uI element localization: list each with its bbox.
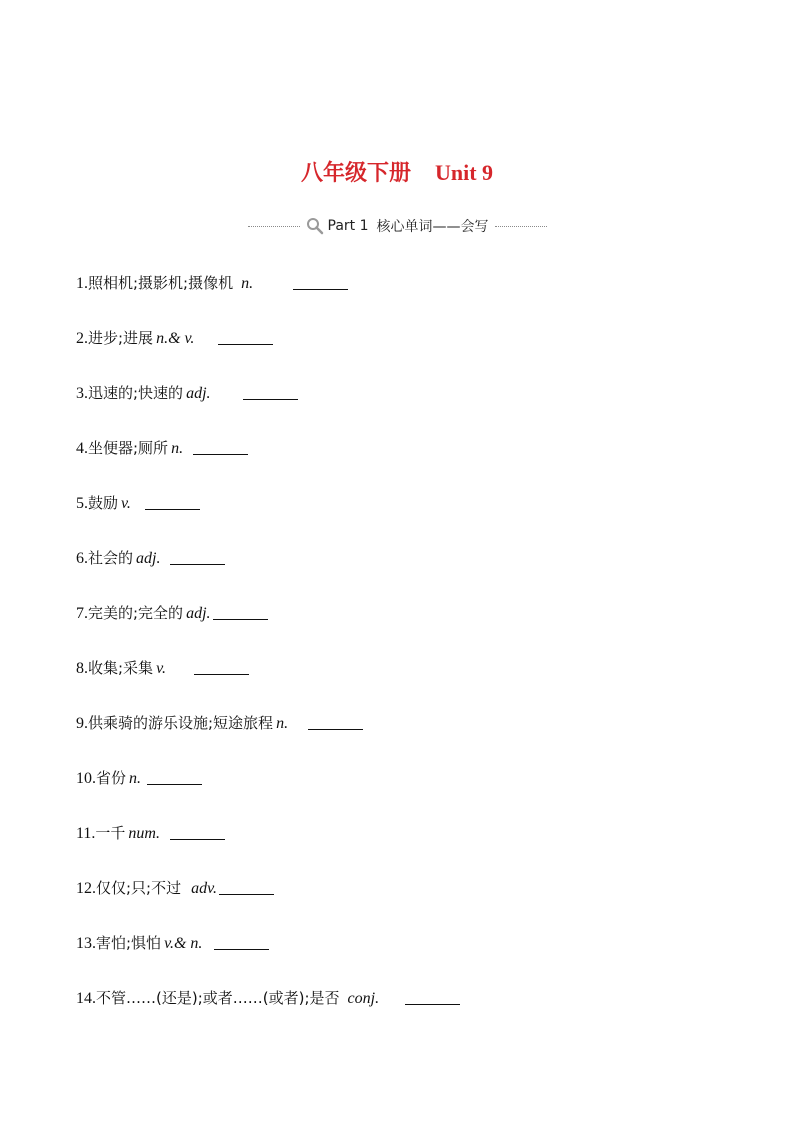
item-number: 12. xyxy=(76,880,96,897)
item-number: 4. xyxy=(76,440,88,457)
item-pos: n. xyxy=(129,770,142,787)
item-meaning: 照相机;摄影机;摄像机 xyxy=(88,274,234,292)
item-pos: n. xyxy=(241,275,254,292)
item-number: 10. xyxy=(76,770,96,787)
item-pos: adj. xyxy=(136,550,161,567)
item-meaning: 迅速的;快速的 xyxy=(88,384,184,402)
item-pos: num. xyxy=(128,825,160,842)
answer-blank[interactable] xyxy=(308,715,363,730)
vocab-item xyxy=(76,326,273,350)
item-pos: n. xyxy=(276,715,289,732)
item-number: 11. xyxy=(76,825,96,842)
vocab-item xyxy=(76,546,225,570)
section-title: 核心单词——会写 xyxy=(376,219,489,235)
section-part: Part 1 xyxy=(327,218,369,234)
item-number: 7. xyxy=(76,605,88,622)
item-number: 6. xyxy=(76,550,88,567)
item-pos: n.& v. xyxy=(156,330,195,347)
answer-blank[interactable] xyxy=(194,660,249,675)
item-number: 8. xyxy=(76,660,88,677)
answer-blank[interactable] xyxy=(243,385,298,400)
page-title xyxy=(0,156,794,187)
item-pos: adj. xyxy=(186,385,211,402)
item-number: 13. xyxy=(76,935,96,952)
item-meaning: 进步;进展 xyxy=(88,329,154,347)
item-meaning: 收集;采集 xyxy=(88,659,154,677)
item-pos: conj. xyxy=(347,990,380,1007)
answer-blank[interactable] xyxy=(193,440,248,455)
item-meaning: 不管……(还是);或者……(或者);是否 xyxy=(96,989,340,1007)
item-pos: v.& n. xyxy=(164,935,203,952)
item-meaning: 省份 xyxy=(96,769,127,787)
item-pos: n. xyxy=(171,440,184,457)
item-meaning: 社会的 xyxy=(88,549,134,567)
item-pos: adj. xyxy=(186,605,211,622)
vocab-item xyxy=(76,876,274,900)
item-meaning: 供乘骑的游乐设施;短途旅程 xyxy=(88,714,274,732)
answer-blank[interactable] xyxy=(213,605,268,620)
item-number: 9. xyxy=(76,715,88,732)
vocab-item xyxy=(76,986,460,1010)
item-number: 5. xyxy=(76,495,88,512)
vocab-item xyxy=(76,271,348,295)
item-pos: v. xyxy=(121,495,131,512)
section-header xyxy=(0,214,794,238)
answer-blank[interactable] xyxy=(214,935,269,950)
answer-blank[interactable] xyxy=(405,990,460,1005)
section-label xyxy=(306,216,489,236)
answer-blank[interactable] xyxy=(219,880,274,895)
title-unit: Unit 9 xyxy=(434,160,494,185)
vocab-item xyxy=(76,491,200,515)
section-divider-left xyxy=(248,226,300,227)
answer-blank[interactable] xyxy=(147,770,202,785)
answer-blank[interactable] xyxy=(170,550,225,565)
item-pos: v. xyxy=(156,660,166,677)
answer-blank[interactable] xyxy=(145,495,200,510)
vocab-item xyxy=(76,381,298,405)
vocab-item xyxy=(76,711,363,735)
item-meaning: 完美的;完全的 xyxy=(88,604,184,622)
item-number: 3. xyxy=(76,385,88,402)
vocab-item xyxy=(76,931,269,955)
item-pos: adv. xyxy=(191,880,218,897)
item-meaning: 鼓励 xyxy=(88,494,119,512)
vocab-item xyxy=(76,766,202,790)
title-grade: 八年级下册 xyxy=(300,161,411,186)
answer-blank[interactable] xyxy=(170,825,225,840)
section-divider-right xyxy=(495,226,547,227)
vocab-item xyxy=(76,656,249,680)
item-meaning: 仅仅;只;不过 xyxy=(96,879,182,897)
item-number: 2. xyxy=(76,330,88,347)
item-number: 1. xyxy=(76,275,88,292)
item-meaning: 害怕;惧怕 xyxy=(96,934,162,952)
item-meaning: 一千 xyxy=(95,824,126,842)
answer-blank[interactable] xyxy=(293,275,348,290)
item-meaning: 坐便器;厕所 xyxy=(88,439,169,457)
answer-blank[interactable] xyxy=(218,330,273,345)
magnifier-icon xyxy=(306,217,324,235)
item-number: 14. xyxy=(76,990,96,1007)
vocab-item xyxy=(76,436,248,460)
vocab-item xyxy=(76,821,225,845)
vocab-item xyxy=(76,601,268,625)
